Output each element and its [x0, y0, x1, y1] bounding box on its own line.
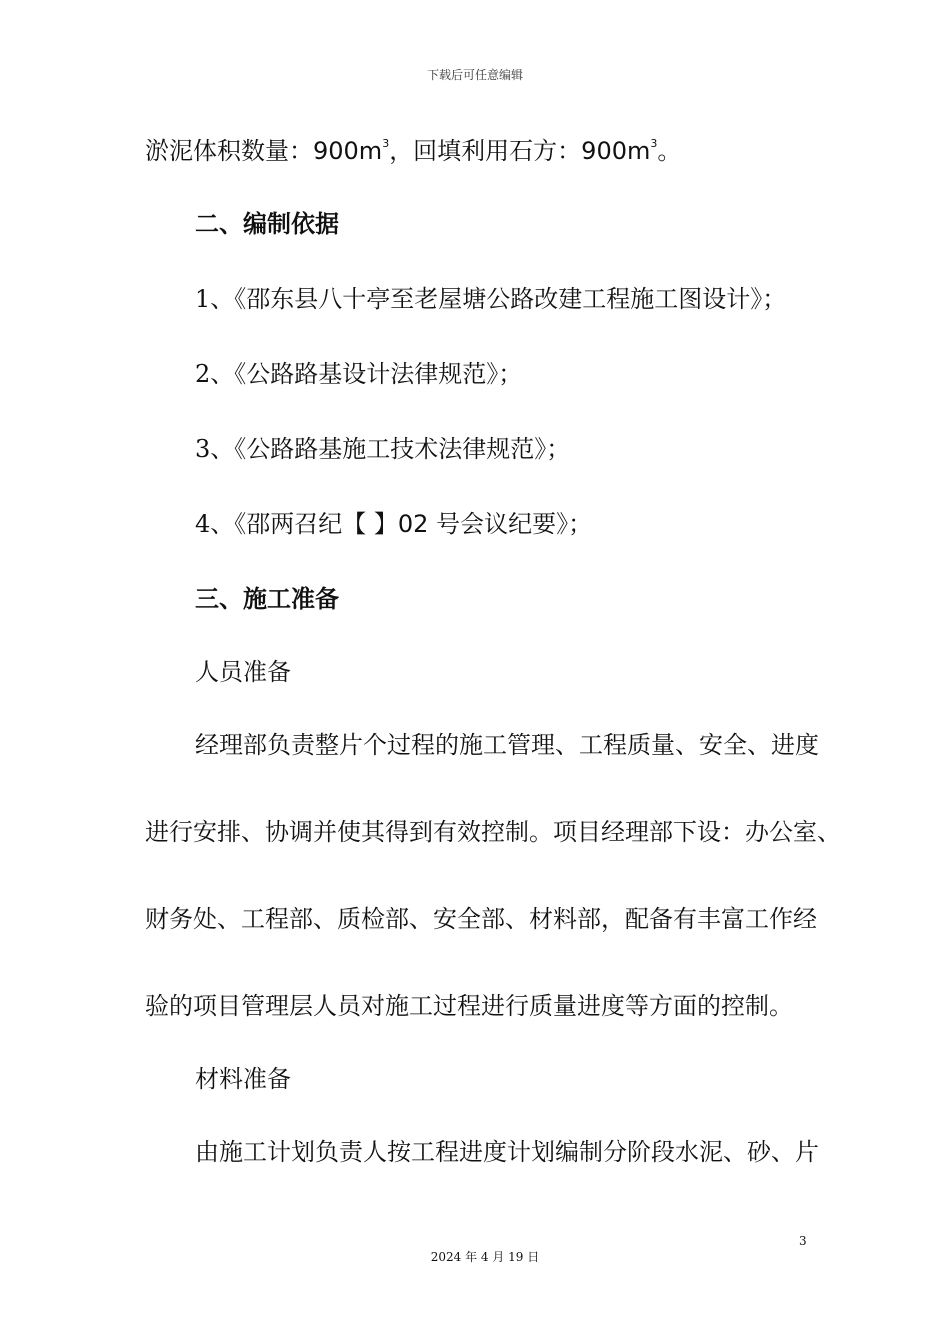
basis-item — [195, 284, 786, 314]
basis-item — [195, 434, 570, 464]
basis-item-text: 《邵两召纪【 】02 号会议纪要》； — [234, 510, 593, 538]
paragraph-line: 进行安排、协调并使其得到有效控制。项目经理部下设：办公室、 — [145, 818, 841, 846]
basis-item-number: 3、 — [195, 435, 235, 463]
page-number: 3 — [799, 1234, 807, 1248]
basis-item-text: 《公路路基施工技术法律规范》； — [234, 435, 571, 463]
basis-item-text: 《公路路基设计法律规范》； — [234, 360, 523, 388]
section-heading-basis: 二、编制依据 — [195, 210, 339, 238]
paragraph-line: 财务处、工程部、质检部、安全部、材料部，配备有丰富工作经 — [145, 905, 817, 933]
paragraph-line: 经理部负责整片个过程的施工管理、工程质量、安全、进度 — [195, 731, 819, 759]
page-footer-date: 2024 年 4 月 19 日 — [430, 1250, 540, 1264]
basis-item — [195, 359, 522, 389]
volume-line — [145, 136, 681, 166]
volume-text-1: 淤泥体积数量：900m — [145, 137, 383, 165]
superscript-cubic-2: 3 — [650, 137, 658, 150]
paragraph-line: 验的项目管理层人员对施工过程进行质量进度等方面的控制。 — [145, 992, 793, 1020]
basis-item-number: 1、 — [195, 285, 235, 313]
basis-item-text: 《邵东县八十亭至老屋塘公路改建工程施工图设计》； — [234, 285, 787, 313]
basis-item-number: 2、 — [195, 360, 235, 388]
volume-text-3: 。 — [657, 137, 682, 165]
page-header: 下载后可任意编辑 — [426, 68, 523, 82]
basis-item — [195, 509, 592, 539]
basis-item-number: 4、 — [195, 510, 235, 538]
paragraph-line: 由施工计划负责人按工程进度计划编制分阶段水泥、砂、片 — [195, 1138, 819, 1166]
volume-text-2: ，回填利用石方：900m — [389, 137, 651, 165]
section-heading-preparation: 三、施工准备 — [195, 585, 339, 613]
subheading-materials: 材料准备 — [195, 1065, 291, 1093]
subheading-personnel: 人员准备 — [195, 658, 291, 686]
superscript-cubic-1: 3 — [382, 137, 390, 150]
